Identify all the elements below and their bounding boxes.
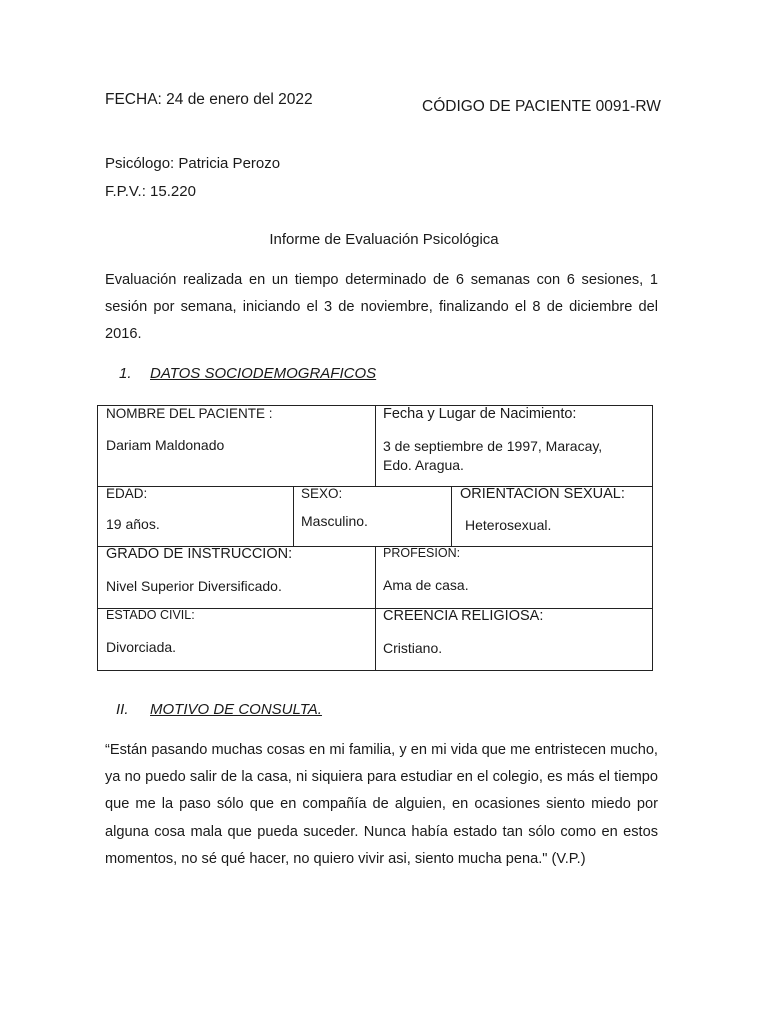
religion-value: Cristiano.: [383, 640, 443, 656]
sex-label: SEXO:: [301, 486, 343, 501]
column-divider: [375, 406, 376, 486]
section-title: DATOS SOCIODEMOGRAFICOS: [150, 365, 377, 382]
consultation-quote: “Están pasando muchas cosas en mi familia, y en mi vida que me entristecen mucho, ya no puedo salir de la casa, ni siquiera para estudiar en el colegio, es más el tiempo que me la paso sólo que en compañía de alguien, en ocasiones siento miedo por alguna cosa mala que pueda suceder. Nunca había estado tan sólo como en estos momentos, no sé qué hacer, no quiero vivir asi, siento mucha pena." (V.P.): [105, 742, 658, 867]
column-divider: [375, 546, 376, 671]
intro-paragraph: Evaluación realizada en un tiempo determinado de 6 semanas con 6 sesiones, 1 sesión por semana, iniciando el 3 de noviembre, finalizando el 8 de diciembre del 2016.: [105, 272, 658, 342]
age-value: 19 años.: [106, 516, 160, 532]
date-line: FECHA: 24 de enero del 2022: [105, 91, 313, 108]
orientation-value: Heterosexual.: [465, 517, 552, 533]
marital-status-value: Divorciada.: [106, 639, 177, 655]
section-heading-sociodemographic: [105, 365, 605, 385]
education-label: GRADO DE INSTRUCCION:: [106, 546, 293, 562]
fpv-number: F.P.V.: 15.220: [105, 183, 196, 200]
column-divider: [451, 486, 452, 546]
age-label: EDAD:: [106, 486, 148, 501]
sociodemographic-table: [97, 405, 653, 671]
psychologist-name: Psicólogo: Patricia Perozo: [105, 155, 281, 172]
birth-value-line1: 3 de septiembre de 1997, Maracay,: [383, 438, 603, 454]
birth-value-line2: Edo. Aragua.: [383, 457, 464, 473]
education-value: Nivel Superior Diversificado.: [106, 578, 282, 594]
section-heading-consultation: [105, 701, 605, 721]
profession-label: PROFESION:: [383, 546, 461, 560]
column-divider: [293, 486, 294, 546]
sex-value: Masculino.: [301, 513, 368, 529]
patient-name-label: NOMBRE DEL PACIENTE :: [106, 406, 273, 421]
profession-value: Ama de casa.: [383, 577, 469, 593]
report-title: Informe de Evaluación Psicológica: [269, 231, 499, 248]
marital-status-label: ESTADO CIVIL:: [106, 608, 195, 622]
section-number: II.: [116, 701, 129, 718]
birth-label: Fecha y Lugar de Nacimiento:: [383, 406, 577, 422]
section-number: 1.: [119, 365, 132, 382]
orientation-label: ORIENTACION SEXUAL:: [460, 486, 625, 502]
patient-code: CÓDIGO DE PACIENTE 0091-RW: [422, 98, 661, 115]
patient-name-value: Dariam Maldonado: [106, 437, 225, 453]
religion-label: CREENCIA RELIGIOSA:: [383, 608, 544, 624]
section-title: MOTIVO DE CONSULTA.: [150, 701, 322, 718]
